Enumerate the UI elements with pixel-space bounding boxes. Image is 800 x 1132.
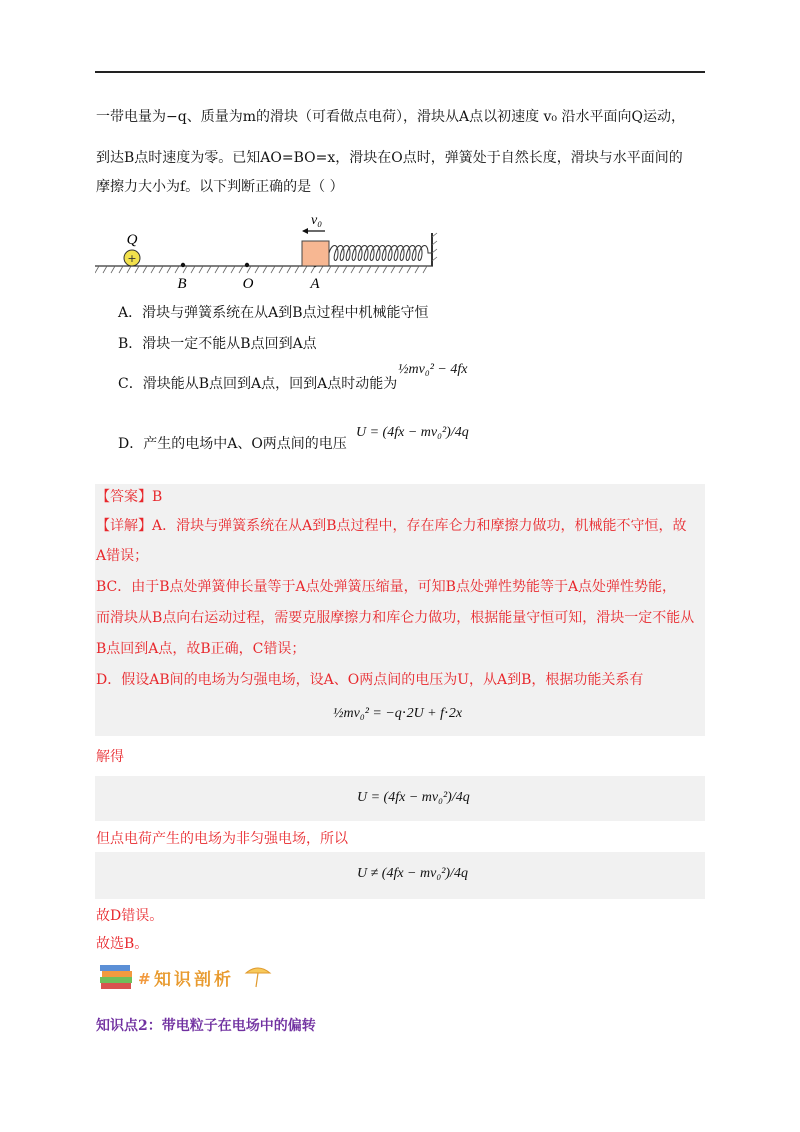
detail-d: D．假设AB间的电场为匀强电场，设A、O两点间的电压为U，从A到B，根据功能关系有: [96, 672, 644, 688]
equation-3: U ≠ (4fx − mv₀²)/4q: [357, 866, 468, 881]
detail-a-1: 【详解】A．滑块与弹簧系统在从A到B点过程中，存在库仑力和摩擦力做功，机械能不守恒，故: [96, 518, 687, 534]
option-b: B．滑块一定不能从B点回到A点: [118, 336, 317, 352]
solve-label: 解得: [96, 749, 124, 765]
label-q: Q: [126, 232, 138, 248]
detail-a-2: A错误；: [96, 548, 149, 564]
label-b: B: [177, 276, 187, 290]
option-d: D．产生的电场中A、O两点间的电压: [118, 436, 347, 452]
knowledge-point: 知识点2：带电粒子在电场中的偏转: [96, 1018, 316, 1034]
physics-figure: [95, 205, 445, 290]
books-icon: [98, 961, 288, 995]
header-rule: [95, 71, 705, 73]
point-o: [245, 263, 249, 267]
spring: [329, 246, 432, 261]
detail-bc-3: B点回到A点，故B正确，C错误；: [96, 641, 306, 657]
detail-bc-2: 而滑块从B点向右运动过程，需要克服摩擦力和库仑力做功，根据能量守恒可知，滑块一定不能从: [96, 610, 695, 626]
detail-bc-1: BC．由于B点处弹簧伸长量等于A点处弹簧压缩量，可知B点处弹性势能等于A点处弹性势能，: [96, 579, 677, 595]
question-line-3: 摩擦力大小为f。以下判断正确的是（ ）: [96, 179, 344, 195]
ground-hatch: [95, 266, 427, 273]
equation-1: ½mv₀² = −q⋅2U + f⋅2x: [333, 706, 463, 721]
section-banner: [98, 961, 288, 999]
nonuniform-line: 但点电荷产生的电场为非匀强电场，所以: [96, 831, 348, 847]
final-answer: 故选B。: [96, 936, 149, 952]
umbrella-icon: [246, 968, 270, 973]
charge-plus: +: [127, 252, 137, 265]
label-o: O: [242, 276, 254, 290]
option-c: C．滑块能从B点回到A点，回到A点时动能为: [118, 376, 398, 392]
point-b: [181, 263, 185, 267]
equation-2: U = (4fx − mv₀²)/4q: [357, 790, 470, 805]
answer-line: 【答案】B: [96, 489, 163, 505]
label-v0: v₀: [311, 213, 323, 228]
conclusion-d: 故D错误。: [96, 908, 164, 924]
banner-title: 知识剖析: [154, 970, 234, 990]
option-a: A．滑块与弹簧系统在从A到B点过程中机械能守恒: [118, 305, 429, 321]
slider-block: [302, 241, 329, 266]
question-line-1: 一带电量为−q、质量为m的滑块（可看做点电荷），滑块从A点以初速度 v₀ 沿水平面向Q运动，: [96, 109, 685, 125]
option-c-formula: ½mv₀² − 4fx: [398, 362, 468, 377]
question-line-2: 到达B点时速度为零。已知AO=BO=x，滑块在O点时，弹簧处于自然长度，滑块与水平面间的: [96, 150, 683, 166]
option-d-formula: U = (4fx − mv₀²)/4q: [356, 425, 469, 440]
svg-text:#: #: [138, 970, 151, 988]
label-a: A: [310, 276, 320, 290]
